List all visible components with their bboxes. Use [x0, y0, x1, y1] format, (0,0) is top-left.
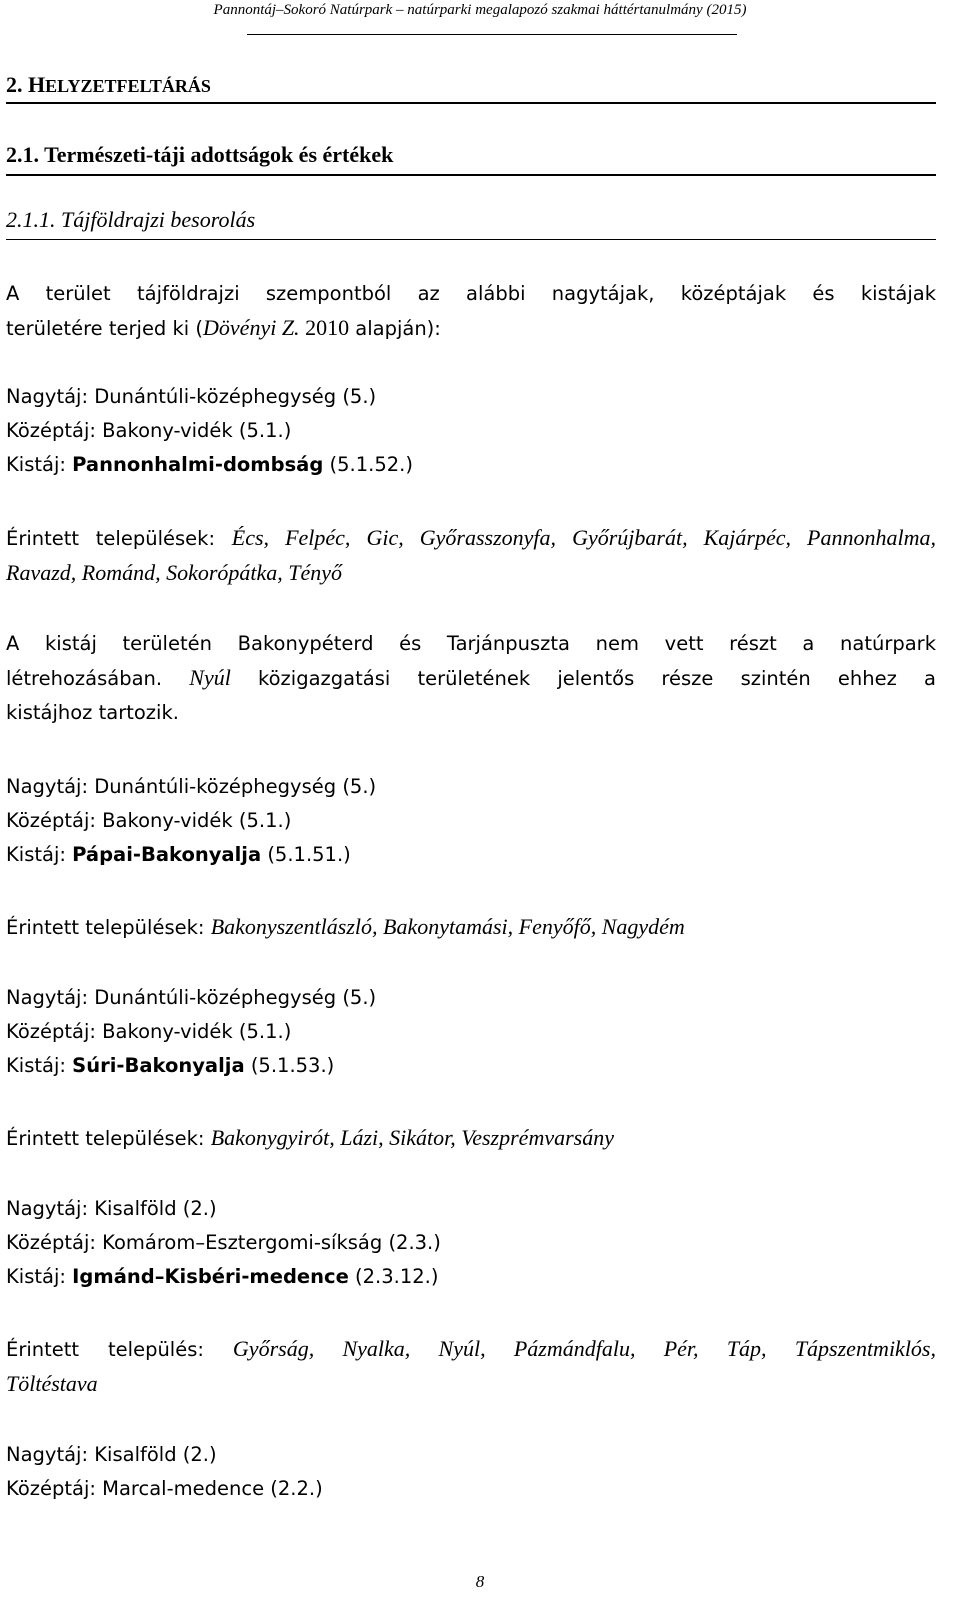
kistaj-code: (5.1.52.) [323, 453, 413, 476]
running-header: Pannontáj–Sokoró Natúrpark – natúrparki megalapozó szakmai háttértanulmány (2015) [213, 2, 747, 18]
kistaj-name: Pápai-Bakonyalja [72, 843, 262, 866]
settlements-1 [6, 521, 936, 591]
kistaj-line [6, 1049, 960, 1083]
region-block-5 [6, 1438, 960, 1506]
settlements-4 [6, 1332, 936, 1402]
note-line-3: kistájhoz tartozik. [6, 701, 179, 724]
settlements-list-cont: Ravazd, Románd, Sokorópátka, Tényő [6, 560, 343, 585]
section-heading [6, 72, 936, 104]
kozeptaj-value: Komárom–Esztergomi-síkság (2.3.) [102, 1231, 441, 1254]
nagytaj-value: Dunántúli-középhegység (5.) [94, 986, 377, 1009]
nagytaj-label: Nagytáj: [6, 775, 95, 798]
kozeptaj-line [6, 414, 960, 448]
note-line-1: A kistáj területén Bakonypéterd és Tarjánpuszta nem vett részt a natúrpark [6, 632, 936, 655]
settlements-list: Écs, Felpéc, Gic, Győrasszonyfa, Győrújbarát, Kajárpéc, Pannonhalma, [231, 525, 936, 550]
note-line-2 [6, 661, 936, 696]
settlements-line-2 [6, 1367, 936, 1402]
kozeptaj-line [6, 1472, 960, 1506]
settlements-label: Érintett település: [6, 1338, 233, 1361]
nagytaj-value: Kisalföld (2.) [94, 1197, 217, 1220]
kistaj-name: Súri-Bakonyalja [72, 1054, 245, 1077]
kistaj-label: Kistáj: [6, 1054, 73, 1077]
kistaj-line [6, 838, 960, 872]
kozeptaj-label: Középtáj: [6, 1020, 103, 1043]
region-block-4 [6, 1192, 960, 1294]
kozeptaj-line [6, 1015, 960, 1049]
note-text-c: közigazgatási területének jelentős része szintén ehhez a [230, 667, 936, 690]
settlements-line [6, 521, 936, 556]
settlements-list: Bakonygyirót, Lázi, Sikátor, Veszprémvarsány [210, 1125, 614, 1150]
region-block-3 [6, 981, 960, 1083]
subsubsection-heading: 2.1.1. Tájföldrajzi besorolás [6, 207, 936, 240]
kozeptaj-value: Marcal-medence (2.2.) [102, 1477, 323, 1500]
settlements-2 [6, 910, 960, 945]
kozeptaj-label: Középtáj: [6, 419, 103, 442]
kozeptaj-value: Bakony-vidék (5.1.) [102, 809, 292, 832]
intro-author: Dövényi Z. [203, 315, 300, 340]
kistaj-name: Igmánd–Kisbéri-medence [72, 1265, 349, 1288]
nagytaj-label: Nagytáj: [6, 986, 95, 1009]
kistaj-label: Kistáj: [6, 843, 73, 866]
nagytaj-value: Kisalföld (2.) [94, 1443, 217, 1466]
nagytaj-label: Nagytáj: [6, 1197, 95, 1220]
kistaj-label: Kistáj: [6, 1265, 73, 1288]
kozeptaj-value: Bakony-vidék (5.1.) [102, 1020, 292, 1043]
settlements-line-2 [6, 556, 936, 591]
nagytaj-line [6, 981, 960, 1015]
subsection-heading: 2.1. Természeti-táji adottságok és értékek [6, 142, 936, 176]
settlements-list-cont: Töltéstava [6, 1371, 98, 1396]
settlements-line [6, 1121, 960, 1156]
kozeptaj-line [6, 804, 960, 838]
kistaj-code: (5.1.53.) [244, 1054, 335, 1077]
kistaj-code: (5.1.51.) [261, 843, 351, 866]
section-title-rest: ELYZETFELTÁRÁS [45, 76, 211, 96]
nagytaj-line [6, 1192, 960, 1226]
settlements-label: Érintett települések: [6, 527, 232, 550]
kozeptaj-label: Középtáj: [6, 1477, 103, 1500]
kistaj-label: Kistáj: [6, 453, 73, 476]
intro-year: 2010 [299, 315, 350, 340]
section-number: 2. [6, 72, 28, 97]
nagytaj-line [6, 1438, 960, 1472]
intro-line-1: A terület tájföldrajzi szempontból az alábbi nagytájak, középtájak és kistájak [6, 282, 936, 305]
page-number: 8 [475, 1572, 485, 1591]
kistaj-line [6, 1260, 960, 1294]
settlements-line [6, 910, 960, 945]
header-rule [247, 34, 737, 35]
intro-paragraph [6, 277, 936, 346]
kozeptaj-label: Középtáj: [6, 1231, 103, 1254]
nagytaj-line [6, 380, 960, 414]
nagytaj-value: Dunántúli-középhegység (5.) [94, 385, 377, 408]
kistaj-code: (2.3.12.) [348, 1265, 439, 1288]
note-text-a: létrehozásában. [6, 667, 190, 690]
kozeptaj-line [6, 1226, 960, 1260]
nagytaj-value: Dunántúli-középhegység (5.) [94, 775, 377, 798]
settlements-3 [6, 1121, 960, 1156]
note-paragraph [6, 627, 936, 730]
settlements-label: Érintett települések: [6, 1127, 211, 1150]
settlements-list: Bakonyszentlászló, Bakonytamási, Fenyőfő, Nagydém [210, 914, 685, 939]
intro-line-2: területére terjed ki (Dövényi Z. 2010 alapján): [6, 315, 441, 340]
settlements-list: Győrság, Nyalka, Nyúl, Pázmándfalu, Pér, Táp, Tápszentmiklós, [232, 1336, 936, 1361]
nagytaj-label: Nagytáj: [6, 385, 95, 408]
settlements-line [6, 1332, 936, 1367]
note-settlement: Nyúl [189, 665, 231, 690]
kozeptaj-label: Középtáj: [6, 809, 103, 832]
nagytaj-label: Nagytáj: [6, 1443, 95, 1466]
nagytaj-line [6, 770, 960, 804]
section-title-initial: H [28, 72, 46, 97]
kozeptaj-value: Bakony-vidék (5.1.) [102, 419, 292, 442]
kistaj-line [6, 448, 960, 482]
region-block-2 [6, 770, 960, 872]
kistaj-name: Pannonhalmi-dombság [72, 453, 324, 476]
region-block-1 [6, 380, 960, 482]
settlements-label: Érintett települések: [6, 916, 211, 939]
